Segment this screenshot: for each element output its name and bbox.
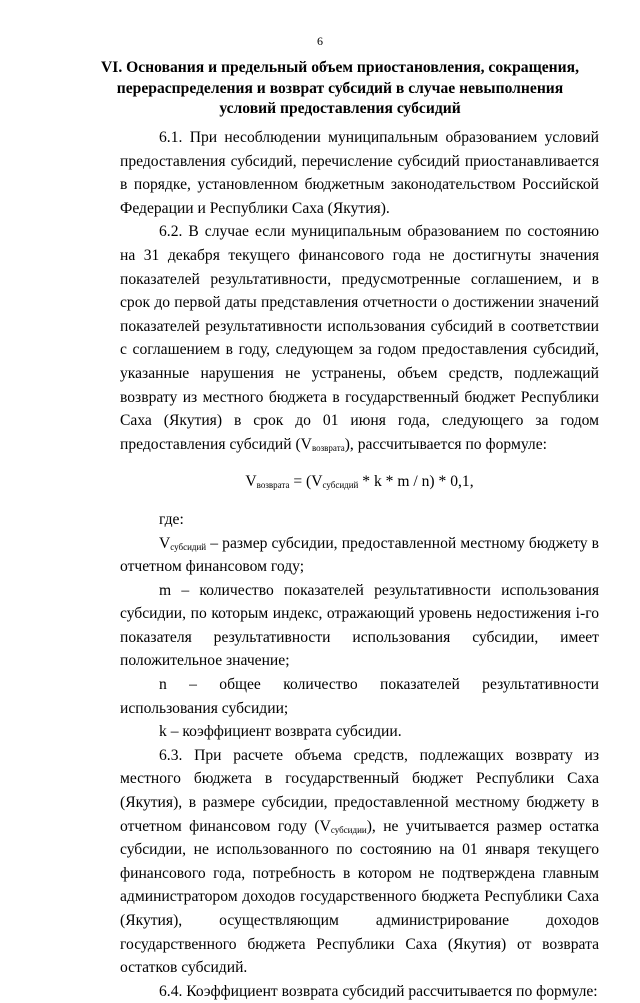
formula-v-vozvrata [120, 470, 599, 494]
formula-v: V [245, 473, 257, 491]
paragraph-6-2 [120, 220, 599, 456]
paragraph-6-3-tail: ), не учитывается размер остатка субсидии, не использованного по состоянию на 01 января текущего финансового года, потребность в котором не подтверждена главным администратором доходов государственного бюджета Республики Саха (Якутия), осуществляющим администрирование доходов государственного бюджета Республики Саха (Якутия) от возврата остатков субсидий. [120, 817, 599, 977]
definition-v: V [159, 534, 171, 552]
formula-s-subscript: субсидий [322, 480, 359, 491]
paragraph-6-3-subscript: субсидии [330, 824, 367, 835]
definition-k: k – коэффициент возврата субсидии. [159, 723, 402, 741]
where-label: где: [159, 510, 184, 528]
paragraph-6-2-subscript: возврата [311, 442, 345, 453]
formula-rest: * k * m / n) * 0,1, [358, 473, 474, 491]
section-heading: VI. Основания и предельный объем приостановления, сокращения, перераспределения и возврат субсидий в случае невыполнения условий предоставления субсидий [101, 59, 579, 117]
definition-m: m – количество показателей результативности использования субсидии, по которым индекс, отражающий уровень недостижения i-го показателя результативности использования субсидии, имеет положительное значение; [120, 581, 599, 670]
paragraph-6-1: 6.1. При несоблюдении муниципальным образованием условий предоставления субсидий, перечисление субсидий приостанавливается в порядке, установленном бюджетным законодательством Российской Федерации и Республики Саха (Якутия). [120, 129, 599, 217]
definition-v-subscript: субсидий [170, 541, 207, 552]
definition-n: n – общее количество показателей результативности использования субсидии; [120, 676, 599, 717]
document-body [120, 126, 599, 1003]
paragraph-6-2-text: 6.2. В случае если муниципальным образованием по состоянию на 31 декабря текущего финансового года не достигнуты значения показателей результативности, предусмотренные соглашением, и в срок до первой даты представления отчетности о достижении значений показателей результативности использования субсидий в соответствии с соглашением в году, следующем за годом предоставления субсидий, указанные нарушения не устранены, объем средств, подлежащий возврату из местного бюджета в государственный бюджет Республики Саха (Якутия) в срок до 01 июня года, следующего за годом предоставления субсидий (V [120, 223, 599, 453]
formula-v-subscript: возврата [256, 480, 290, 491]
definition-v-subsidy [120, 532, 599, 579]
paragraph-6-2-tail: ), рассчитывается по формуле: [344, 435, 547, 453]
definition-v-text: – размер субсидии, предоставленной местному бюджету в отчетном финансовом году; [120, 534, 599, 576]
page-number: 6 [317, 34, 323, 48]
paragraph-6-3 [120, 744, 599, 980]
formula-eq: = (V [289, 473, 323, 491]
paragraph-6-3-text: 6.3. При расчете объема средств, подлежащих возврату из местного бюджета в государственный бюджет Республики Саха (Якутия), в размере субсидии, предоставленной местному бюджету в отчетном финансовом году (V [120, 746, 599, 835]
paragraph-6-4: 6.4. Коэффициент возврата субсидий рассчитывается по формуле: [159, 982, 598, 1000]
